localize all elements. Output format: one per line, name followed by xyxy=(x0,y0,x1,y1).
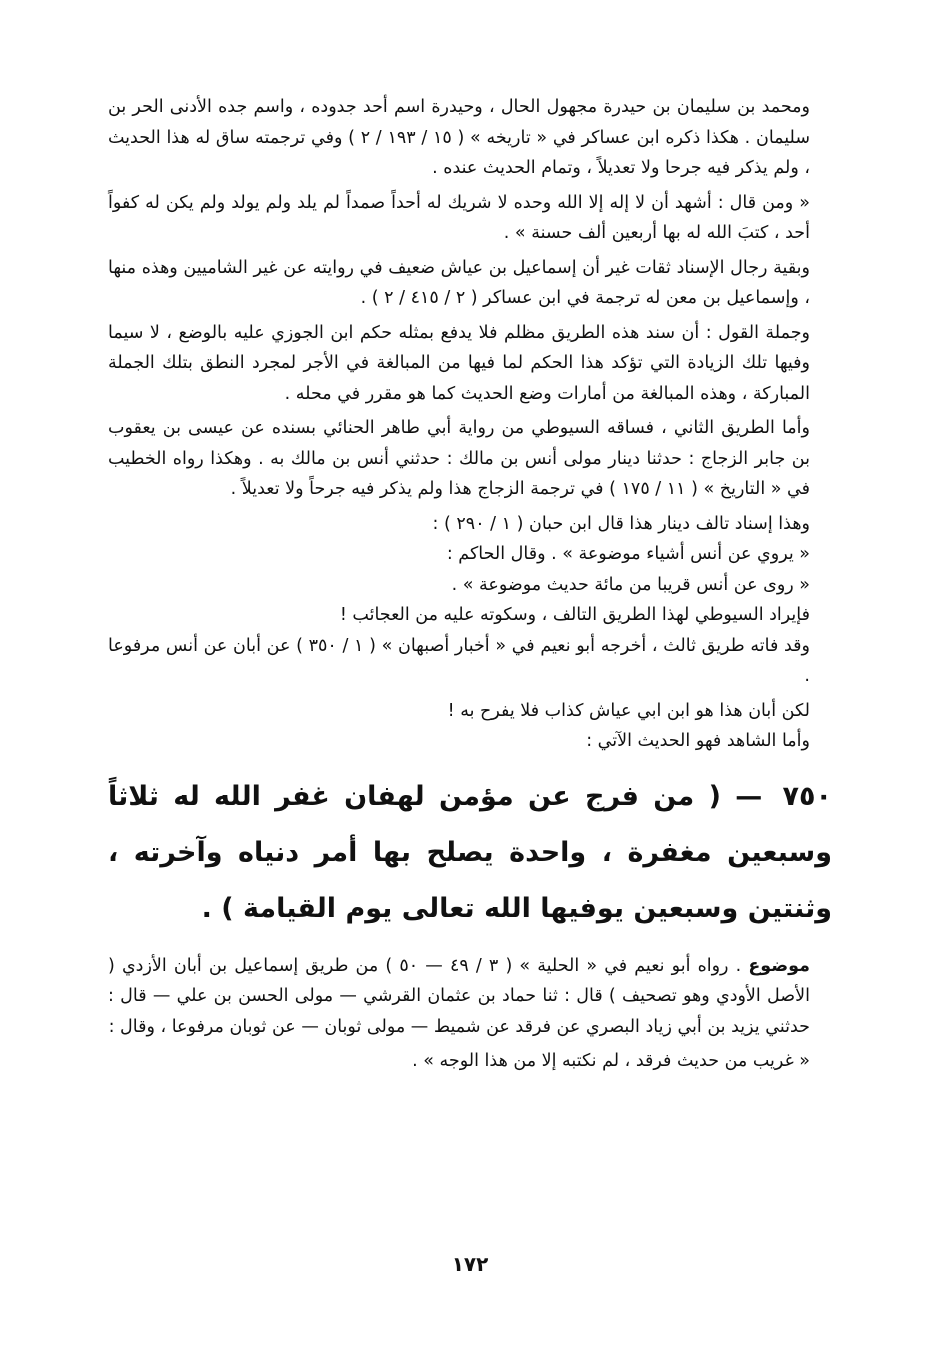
hadith-text xyxy=(108,769,832,937)
verdict-lead: موضوع xyxy=(748,955,810,976)
line-1: وهذا إسناد تالف دينار هذا قال ابن حبان ( ١ / ٢٩٠ ) : xyxy=(432,513,810,534)
page-number: ١٧٢ xyxy=(451,1252,489,1276)
line-3: « روى عن أنس قريبا من مائة حديث موضوعة » . xyxy=(451,574,810,595)
paragraph-4: وجملة القول : أن سند هذه الطريق مظلم فلا يدفع بمثله حكم ابن الجوزي عليه بالوضع ، لا سيما وفيها تلك الزيادة التي تؤكد هذا الحكم لما فيها من المبالغة في الأجر لمجرد النطق بتلك الجملة المباركة ، وهذه المبالغة من أمارات وضع الحديث كما هو مقرر في محله . xyxy=(108,322,810,404)
paragraph-2: « ومن قال : أشهد أن لا إله إلا الله وحده لا شريك له أحداً صمداً لم يلد ولم يولد ولم يكن له كفواً أحد ، كتبَ الله له بها أربعين ألف حسنة » . xyxy=(108,192,810,243)
hadith-number: ٧٥٠ xyxy=(782,780,832,812)
verdict-paragraph xyxy=(108,951,832,1043)
verdict-body: . رواه أبو نعيم في « الحلية » ( ٣ / ٤٩ — ٥٠ ) من طريق إسماعيل بن أبان الأزدي ( الأصل الأودي وهو تصحيف ) قال : ثنا حماد بن عثمان القرشي — مولى الحسن بن علي — قال : حدثني يزيد بن أبي زياد البصري عن فرقد عن شميط — مولى ثوبان — عن ثوبان مرفوعا ، وقال : xyxy=(108,955,810,1037)
final-line: « غريب من حديث فرقد ، لم نكتبه إلا من هذا الوجه » . xyxy=(412,1051,810,1071)
line-4: فإيراد السيوطي لهذا الطريق التالف ، وسكوته عليه من العجائب ! xyxy=(339,605,810,625)
paragraph-3: وبقية رجال الإسناد ثقات غير أن إسماعيل بن عياش ضعيف في روايته عن غير الشاميين وهذه منها ، وإسماعيل بن معن له ترجمة في ابن عساكر ( ٢ / ٤١٥ / ٢ ) . xyxy=(108,257,810,308)
line-6: وأما الشاهد فهو الحديث الآتي : xyxy=(586,731,810,751)
hadith-body: — ( من فرج عن مؤمن لهفان غفر الله له ثلاثاً وسبعين مغفرة ، واحدة يصلح بها أمر دنياه وآخرته ، وثنتين وسبعين يوفيها الله تعالى يوم القيامة ) . xyxy=(108,780,832,924)
line-5: لكن أبان هذا هو ابن ابي عياش كذاب فلا يفرح به ! xyxy=(447,700,810,721)
line-2: « يروي عن أنس أشياء موضوعة » . وقال الحاكم : xyxy=(446,544,810,564)
paragraph-1: ومحمد بن سليمان بن حيدرة مجهول الحال ، وحيدرة اسم أحد جدوده ، واسم جده الأدنى الحر بن سليمان . هكذا ذكره ابن عساكر في « تاريخه » ( ١٥ / ١٩٣ / ٢ ) وفي ترجمته ساق له هذا الحديث ، ولم يذكر فيه جرحا ولا تعديلاً ، وتمام الحديث عنده . xyxy=(108,97,811,178)
page-body xyxy=(108,92,832,1077)
paragraph-5: وأما الطريق الثاني ، فساقه السيوطي من رواية أبي طاهر الحنائي بسنده عن عيسى بن يعقوب بن جابر الزجاج : حدثنا دينار مولى أنس بن مالك : حدثني أنس بن مالك به . وهكذا رواه الخطيب في « التاريخ » ( ١١ / ١٧٥ ) في ترجمة الزجاج هذا ولم يذكر فيه جرحاً ولا تعديلاً . xyxy=(108,418,810,499)
paragraph-6: وقد فاته طريق ثالث ، أخرجه أبو نعيم في « أخبار أصبهان » ( ١ / ٣٥٠ ) عن أبان عن أنس مرفوعا . xyxy=(108,635,810,686)
